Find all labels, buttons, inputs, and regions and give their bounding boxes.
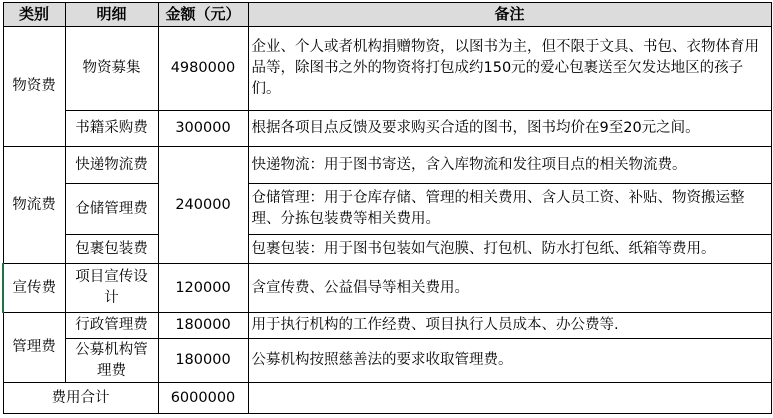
total-note[interactable] bbox=[248, 383, 771, 414]
note-cell[interactable]: 包裹包装：用于图书包装如气泡膜、打包机、防水打包纸、纸箱等费用。 bbox=[248, 235, 771, 264]
detail-cell[interactable]: 书籍采购费 bbox=[65, 111, 158, 147]
category-cell[interactable]: 宣传费 bbox=[3, 264, 65, 313]
detail-cell[interactable]: 快递物流费 bbox=[65, 147, 158, 184]
detail-cell[interactable]: 行政管理费 bbox=[65, 313, 158, 339]
header-row bbox=[3, 3, 771, 27]
detail-cell[interactable]: 包裹包装费 bbox=[65, 235, 158, 264]
note-cell[interactable]: 仓储管理：用于仓库存储、管理的相关费用、含人员工资、补贴、物资搬运整理、分拣包装费等相关费用。 bbox=[248, 184, 771, 235]
note-cell[interactable]: 用于执行机构的工作经费、项目执行人员成本、办公费等. bbox=[248, 313, 771, 339]
amount-cell[interactable]: 180000 bbox=[158, 313, 248, 339]
detail-cell[interactable]: 项目宣传设计 bbox=[65, 264, 158, 313]
total-label[interactable]: 费用合计 bbox=[3, 383, 158, 414]
table-row bbox=[3, 235, 771, 264]
note-cell[interactable]: 快递物流：用于图书寄送，含入库物流和发往项目点的相关物流费。 bbox=[248, 147, 771, 184]
budget-table bbox=[2, 2, 772, 414]
note-cell[interactable]: 公募机构按照慈善法的要求收取管理费。 bbox=[248, 339, 771, 383]
detail-cell[interactable]: 仓储管理费 bbox=[65, 184, 158, 235]
header-amount[interactable]: 金额（元） bbox=[158, 3, 248, 27]
detail-cell[interactable]: 物资募集 bbox=[65, 27, 158, 111]
amount-cell[interactable]: 180000 bbox=[158, 339, 248, 383]
detail-cell[interactable]: 公募机构管理费 bbox=[65, 339, 158, 383]
note-cell[interactable]: 根据各项目点反馈及要求购买合适的图书，图书均价在9至20元之间。 bbox=[248, 111, 771, 147]
note-cell[interactable]: 含宣传费、公益倡导等相关费用。 bbox=[248, 264, 771, 313]
amount-cell[interactable]: 240000 bbox=[158, 147, 248, 264]
category-cell[interactable]: 物资费 bbox=[3, 27, 65, 147]
header-detail[interactable]: 明细 bbox=[65, 3, 158, 27]
table-row bbox=[3, 27, 771, 111]
amount-cell[interactable]: 120000 bbox=[158, 264, 248, 313]
table-row bbox=[3, 339, 771, 383]
note-cell[interactable]: 企业、个人或者机构捐赠物资，以图书为主，但不限于文具、书包、衣物体育用品等，除图书之外的物资将打包成约150元的爱心包裹送至欠发达地区的孩子们。 bbox=[248, 27, 771, 111]
category-cell[interactable]: 物流费 bbox=[3, 147, 65, 264]
table-row bbox=[3, 184, 771, 235]
table-row bbox=[3, 147, 771, 184]
header-category[interactable]: 类别 bbox=[3, 3, 65, 27]
total-row bbox=[3, 383, 771, 414]
table-row bbox=[3, 111, 771, 147]
category-cell[interactable]: 管理费 bbox=[3, 313, 65, 383]
table-row bbox=[3, 313, 771, 339]
amount-cell[interactable]: 4980000 bbox=[158, 27, 248, 111]
total-amount[interactable]: 6000000 bbox=[158, 383, 248, 414]
header-note[interactable]: 备注 bbox=[248, 3, 771, 27]
table-row bbox=[3, 264, 771, 313]
amount-cell[interactable]: 300000 bbox=[158, 111, 248, 147]
